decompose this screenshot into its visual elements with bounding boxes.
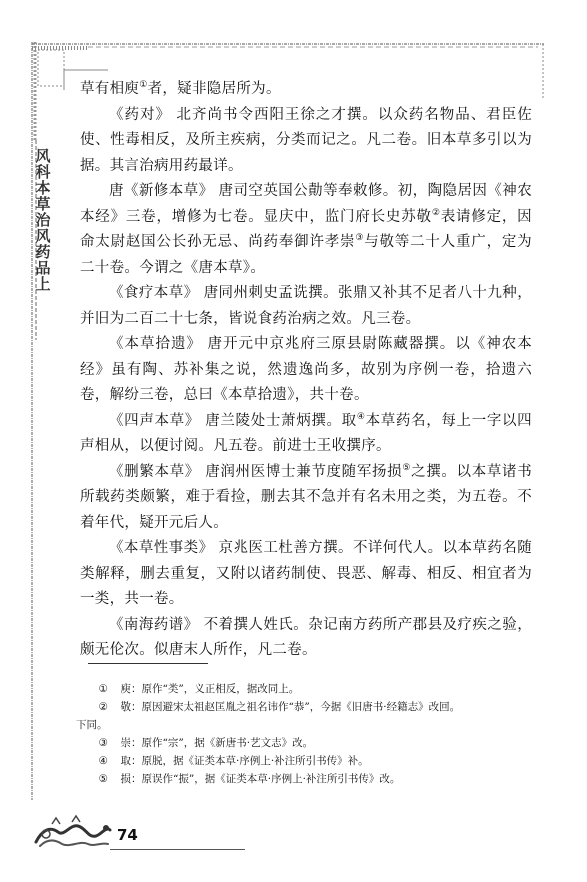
footer-divider (110, 849, 245, 850)
footnotes (76, 680, 536, 788)
paragraph-4: 《食疗本草》 唐同州刺史孟诜撰。张鼎又补其不足者八十九种，并旧为二百二十七条，皆说食药治病之效。凡三卷。 (80, 285, 532, 327)
dragon-ornament-icon (32, 812, 114, 852)
footnote-item: ① 庾：原作“类”，义正相反，据改同上。 (98, 683, 300, 695)
page-number: 74 (117, 826, 138, 844)
paragraph-6: 《四声本草》 唐兰陵处士萧炳撰。取④本草药名，每上一字以四声相从，以便讨阅。凡五卷。前进士王收撰序。 (80, 411, 532, 454)
footnote-item: ④ 取：原脱，据《证类本草·序例上·补注所引书传》补。 (98, 755, 369, 767)
footnote-ref[interactable]: ⑤ (402, 462, 412, 473)
paragraph-7: 《删繁本草》 唐润州医博士兼节度随军扬损⑤之撰。以本草诸书所载药类颇繁，难于看捡，删去其不急并有名未用之类，为五卷。不着年代，疑开元后人。 (80, 462, 532, 531)
footnote-ref[interactable]: ④ (356, 411, 366, 422)
footnote-ref[interactable]: ② (431, 207, 441, 218)
footnote-ref[interactable]: ① (139, 80, 148, 91)
footnote-divider (88, 663, 208, 664)
paragraph-3: 唐《新修本草》 唐司空英国公勣等奉敕修。初，陶隐居因《神农本经》三卷，增修为七卷。显庆中，监门府长史苏敬②表请修定，因命太尉赵国公长孙无忌、尚药奉御许孝崇③与敬等二十人重广，定为二十卷。今谓之《唐本草》。 (80, 183, 532, 276)
footnote-ref[interactable]: ③ (355, 233, 365, 244)
paragraph-8: 《本草性事类》 京兆医工杜善方撰。不详何代人。以本草药名随类解释，删去重复，又附以诸药制使、畏恶、解毒、相反、相宜者为一类，共一卷。 (80, 540, 532, 607)
footnote-item: ⑤ 损：原误作“振”，据《证类本草·序例上·补注所引书传》改。 (98, 773, 401, 785)
side-chapter-title: 风科本草治风药品上 (35, 147, 51, 293)
paragraph-9: 《南海药谱》 不着撰人姓氏。杂记南方药所产郡县及疗疾之验，颇无伦次。似唐末人所作，凡二卷。 (80, 616, 532, 658)
paragraph-2: 《药对》 北齐尚书令西阳王徐之才撰。以众药名物品、君臣佐使、性毒相反，及所主疾病，分类而记之。凡二卷。旧本草多引以为据。其言治病用药最详。 (80, 106, 532, 174)
paragraph-5: 《本草拾遗》 唐开元中京兆府三原县尉陈藏器撰。以《神农本经》虽有陶、苏补集之说，然遗逸尚多，故别为序例一卷，拾遗六卷，解纷三卷，总曰《本草拾遗》，共十卷。 (80, 336, 532, 403)
footnote-item: ② 敬：原因避宋太祖赵匡胤之祖名讳作“恭”，今据《旧唐书·经籍志》改回。 下同。 (76, 701, 461, 731)
main-text (80, 77, 532, 664)
footnote-item: ③ 崇：原作“宗”，据《新唐书·艺文志》改。 (98, 737, 314, 749)
paragraph-1: 草有相庾①者，疑非隐居所为。 (80, 80, 281, 97)
